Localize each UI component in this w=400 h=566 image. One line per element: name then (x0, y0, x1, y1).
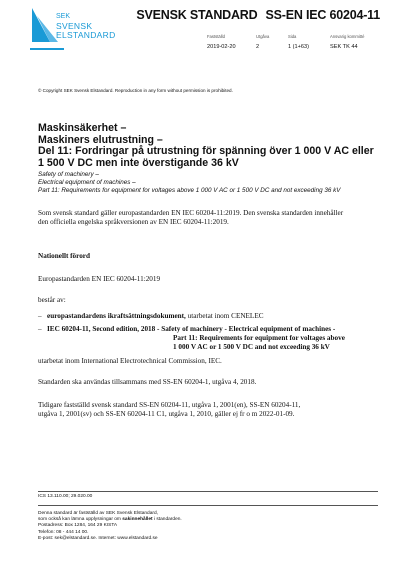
title-line: Maskiners elutrustning – (38, 133, 163, 146)
logo-text-elstandard: ELSTANDARD (56, 30, 116, 40)
meta-value: SEK TK 44 (330, 44, 358, 50)
meta-sida (288, 34, 309, 50)
document-title (38, 123, 378, 194)
list-item (38, 325, 378, 351)
footer-line: Postadress: Box 1284, 164 29 KISTA (38, 523, 118, 529)
list-dash: – (38, 312, 42, 320)
meta-label: Fastställd (207, 34, 225, 39)
previous-standard-paragraph (38, 401, 378, 419)
english-title-line: Part 11: Requirements for equipment for voltages above 1 000 V AC or 1 500 V DC and not exceeding 36 kV (38, 186, 341, 194)
prepared-by-line: utarbetat inom International Electrotechnical Commission, IEC. (38, 357, 222, 365)
ics-codes: ICS 13.110.00; 29.020.00 (38, 494, 93, 499)
english-title-line: Electrical equipment of machines – (38, 178, 136, 186)
intro-line: Som svensk standard gäller europastandarden EN IEC 60204-11:2019. Den svenska standarden innehåller (38, 209, 344, 217)
title-line: 1 500 V DC men inte överstigande 36 kV (38, 156, 239, 169)
meta-label: Utgåva (256, 34, 270, 39)
europastandard-line: Europastandarden EN IEC 60204-11:2019 (38, 275, 161, 283)
standard-number: SS-EN IEC 60204-11 (265, 8, 380, 22)
meta-label: Ansvarig kommitté (330, 34, 365, 39)
english-title-line: Safety of machinery – (38, 171, 99, 179)
list-dash: – (38, 325, 42, 333)
footer-text: i standarden. (152, 517, 182, 523)
footer-bold-text: sakinnehållet (122, 517, 153, 523)
meta-utgava (256, 34, 269, 50)
footer-text: som också kan lämna upplysningar om (38, 517, 123, 523)
footer-line: Denna standard är fastställd av SEK Svensk Elstandard, (38, 511, 158, 516)
intro-paragraph (38, 209, 378, 227)
sek-logo (30, 8, 130, 58)
consists-of-line: består av: (38, 296, 66, 304)
copyright-notice: © Copyright SEK Svensk Elstandard. Reproduction in any form without permission is prohibited. (38, 88, 233, 93)
intro-line: den officiella engelska språkversionen av EN IEC 60204-11:2019. (38, 217, 229, 226)
title-line: Del 11: Fordringar på utrustning för spänning över 1 000 V AC eller (38, 145, 374, 158)
meta-value: 2019-02-20 (207, 44, 236, 50)
footer-line: Telefon: 08 - 444 14 00. (38, 529, 89, 535)
list-item-bold: europastandardens ikraftsättningsdokument, (47, 312, 186, 320)
meta-value: 1 (1+63) (288, 44, 309, 50)
list-item-text: Part 11: Requirements for equipment for voltages above (173, 333, 345, 342)
standard-label: SVENSK STANDARD (136, 8, 258, 22)
list-item-text: IEC 60204-11, Second edition, 2018 - Safety of machinery - Electrical equipment of machines - (47, 325, 336, 333)
list-item-text: utarbetat inom CENELEC (185, 312, 264, 320)
footer-divider (38, 505, 378, 506)
meta-value: 2 (256, 44, 260, 50)
national-foreword-heading: Nationellt förord (38, 252, 90, 260)
standard-usage-line: Standarden ska användas tillsammans med SS-EN 60204-1, utgåva 4, 2018. (38, 378, 257, 386)
footer-contact (38, 511, 182, 542)
meta-label: Sida (288, 34, 297, 39)
previous-line: utgåva 1, 2001(sv) och SS-EN 60204-11 C1, utgåva 1, 2010, gäller ej fr o m 2022-01-09. (38, 409, 295, 418)
footer-line: E-post: sek@elstandard.se. Internet: www.elstandard.se (38, 535, 158, 541)
footer-divider (38, 491, 378, 492)
previous-line: Tidigare fastställd svensk standard SS-EN 60204-11, utgåva 1, 2001(en), SS-EN 60204-11, (38, 401, 301, 409)
list-item-text: 1 000 V AC or 1 500 V DC and not exceeding 36 kV (173, 342, 330, 351)
title-line: Maskinsäkerhet – (38, 122, 127, 134)
list-item (38, 312, 378, 321)
standard-title (136, 8, 380, 22)
logo-text-sek: SEK (56, 13, 71, 20)
logo-text-svensk: SVENSK (56, 21, 93, 31)
meta-fastställd (207, 34, 236, 50)
meta-kommitte (330, 34, 364, 50)
